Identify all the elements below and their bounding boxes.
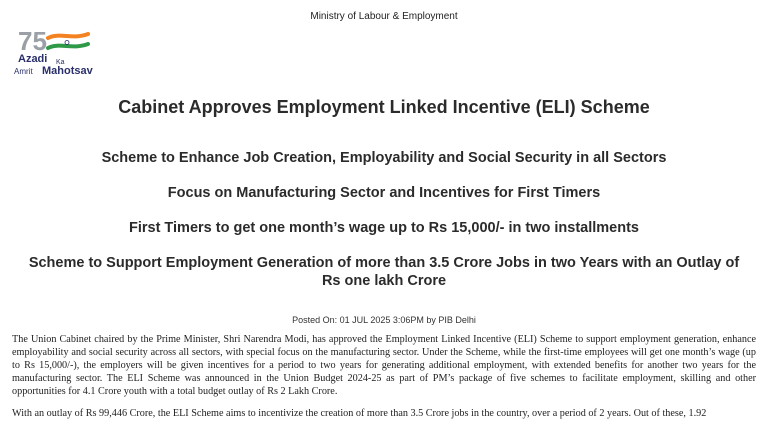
logo-word-amrit: Amrit bbox=[14, 67, 33, 76]
logo-word-ka: Ka bbox=[56, 59, 65, 66]
release-subheadings bbox=[20, 149, 748, 307]
logo-word-azadi: Azadi bbox=[18, 53, 48, 65]
release-body bbox=[12, 333, 756, 429]
subheading: First Timers to get one month’s wage up to Rs 15,000/- in two installments bbox=[128, 220, 639, 236]
subheading: Scheme to Support Employment Generation of more than 3.5 Crore Jobs in two Years with an Outlay of Rs one lakh Crore bbox=[28, 255, 740, 289]
subheading: Scheme to Enhance Job Creation, Employability and Social Security in all Sectors bbox=[101, 150, 667, 166]
ministry-name: Ministry of Labour & Employment bbox=[310, 11, 458, 22]
azadi-ka-amrit-mahotsav-logo bbox=[14, 26, 114, 82]
body-paragraph: With an outlay of Rs 99,446 Crore, the ELI Scheme aims to incentivize the creation of more than 3.5 Crore jobs in the country, over a period of 2 years. Out of these, 1.92 bbox=[12, 408, 707, 419]
posted-on-line: Posted On: 01 JUL 2025 3:06PM by PIB Delhi bbox=[292, 315, 476, 325]
logo-number: 75 bbox=[18, 26, 47, 56]
subheading: Focus on Manufacturing Sector and Incentives for First Timers bbox=[167, 185, 601, 201]
release-title: Cabinet Approves Employment Linked Incentive (ELI) Scheme bbox=[118, 97, 650, 117]
logo-75-flag-icon bbox=[14, 26, 114, 56]
body-paragraph: The Union Cabinet chaired by the Prime Minister, Shri Narendra Modi, has approved the Employment Linked Incentive (ELI) Scheme to support employment generation, enhance employability and social security across all sectors, with special focus on the manufacturing sector. Under the Scheme, while the first-time employees will get one month’s wage (up to Rs 15,000/-), the employers will be given incentives for a period to two years for generating additional employment, with extended benefits for another two years for the manufacturing sector. The ELI Scheme was announced in the Union Budget 2024-25 as part of PM’s package of five schemes to facilitate employment, skilling and other opportunities for 4.1 Crore youth with a total budget outlay of Rs 2 Lakh Crore. bbox=[12, 334, 756, 397]
logo-word-mahotsav: Mahotsav bbox=[42, 65, 93, 77]
